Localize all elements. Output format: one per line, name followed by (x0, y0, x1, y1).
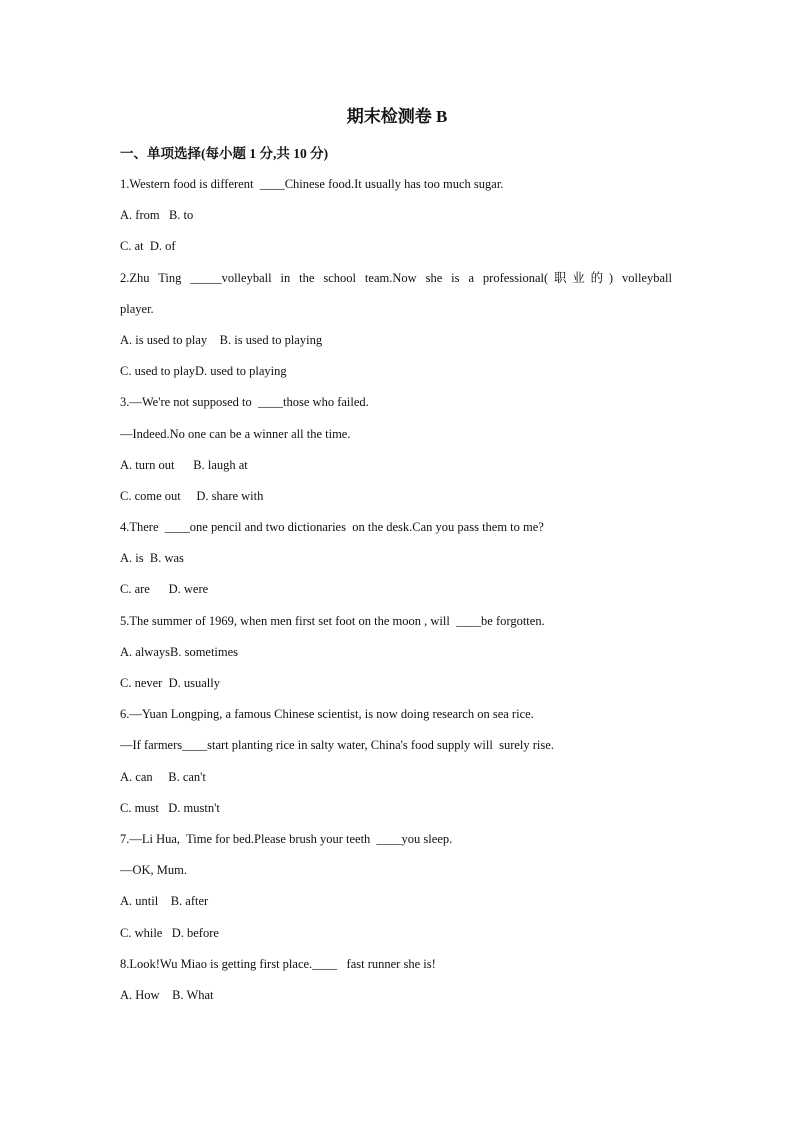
dialogue-line: —Indeed.No one can be a winner all the time. (120, 426, 351, 441)
answer-options: A. How B. What (120, 987, 214, 1002)
question-text: 2.Zhu Ting _____volleyball in the school team.Now she is a professional(职业的) volleyball (120, 270, 672, 285)
answer-options: A. from B. to (120, 208, 194, 223)
answer-options: A. is used to play B. is used to playing (120, 332, 323, 347)
page-title: 期末检测卷 B (346, 107, 448, 126)
answer-options: C. while D. before (120, 925, 219, 940)
answer-options: A. alwaysB. sometimes (120, 644, 239, 659)
question-text: 1.Western food is different ____Chinese food.It usually has too much sugar. (120, 177, 504, 191)
question-text: 6.—Yuan Longping, a famous Chinese scientist, is now doing research on sea rice. (120, 707, 534, 722)
answer-options: C. are D. were (120, 582, 209, 597)
question-text: 8.Look!Wu Miao is getting first place.____ fast runner she is! (120, 956, 436, 971)
question-text: 5.The summer of 1969, when men first set foot on the moon , will ____be forgotten. (120, 613, 545, 628)
question-text: 3.—We're not supposed to ____those who failed. (120, 395, 369, 410)
answer-options: C. at D. of (120, 239, 176, 254)
answer-options: A. until B. after (120, 894, 209, 909)
answer-options: C. never D. usually (120, 676, 220, 690)
question-text: 4.There ____one pencil and two dictionaries on the desk.Can you pass them to me? (120, 520, 544, 535)
answer-options: C. come out D. share with (120, 488, 264, 503)
answer-options: C. used to playD. used to playing (120, 364, 287, 379)
dialogue-line: —OK, Mum. (120, 863, 188, 878)
question-text: 7.—Li Hua, Time for bed.Please brush your teeth ____you sleep. (120, 831, 453, 846)
answer-options: A. turn out B. laugh at (120, 457, 248, 472)
answer-options: A. can B. can't (120, 769, 206, 784)
answer-options: C. must D. mustn't (120, 800, 220, 815)
question-list (120, 173, 672, 1015)
answer-options: A. is B. was (120, 551, 184, 566)
dialogue-line: —If farmers____start planting rice in salty water, China's food supply will surely rise. (120, 738, 554, 753)
section-heading: 一、单项选择(每小题 1 分,共 10 分) (120, 146, 329, 161)
question-text-continued: player. (120, 301, 154, 316)
